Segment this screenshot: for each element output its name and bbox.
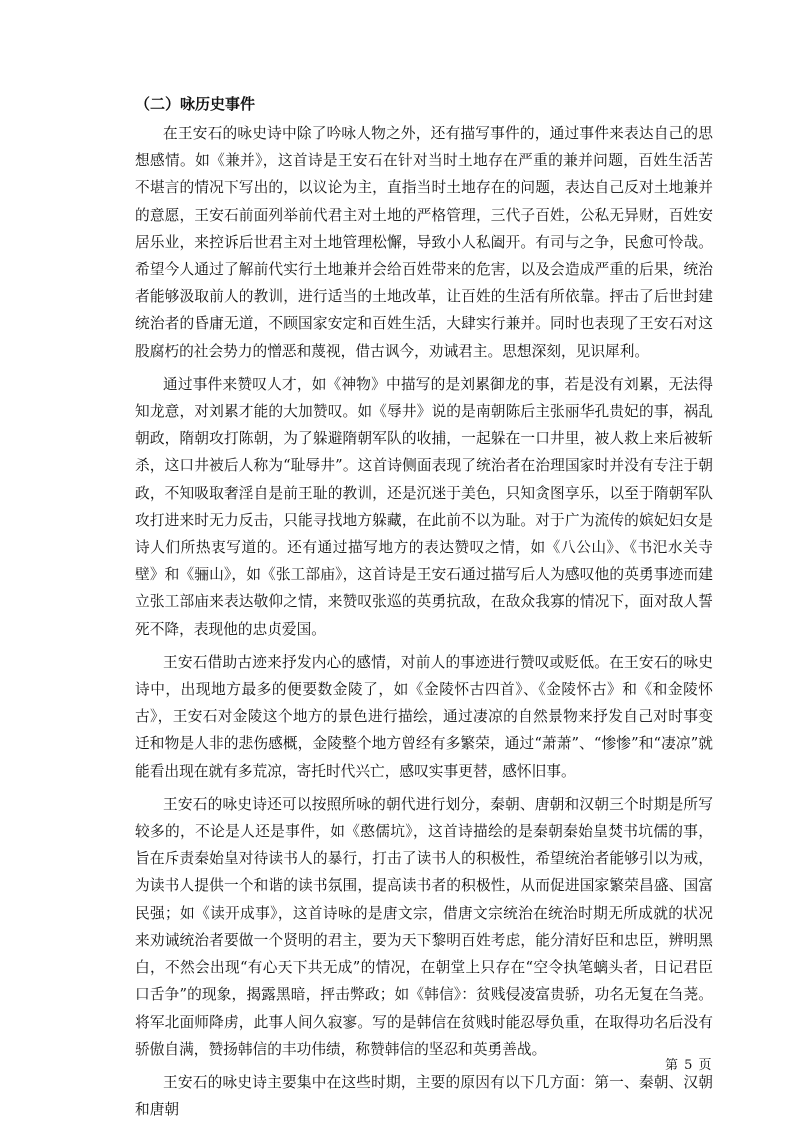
paragraph: 通过事件来赞叹人才，如《神物》中描写的是刘累御龙的事，若是没有刘累，无法得知龙意，对刘累才能的大加赞叹。如《辱井》说的是南朝陈后主张丽华孔贵妃的事，祸乱朝政，隋朝攻打陈朝，为了躲避隋朝军队的收捕，一起躲在一口井里，被人救上来后被斩杀，这口井被后人称为“耻辱井”。这首诗侧面表现了统治者在治理国家时并没有专注于朝政，不知吸取奢淫自是前王耻的教训，还是沉迷于美色，只知贪图享乐，以至于隋朝军队攻打进来时无力反击，只能寻找地方躲藏，在此前不以为耻。对于广为流传的嫔妃妇女是诗人们所热衷写道的。还有通过描写地方的表达赞叹之情，如《八公山》、《书汜水关寺壁》和《骊山》，如《张工部庙》，这首诗是王安石通过描写后人为感叹他的英勇事迹而建立张工部庙来表达敬仰之情，来赞叹张巡的英勇抗敌，在敌众我寡的情况下，面对敌人誓死不降，表现他的忠贞爱国。 (135, 375, 713, 638)
page-number: 第 5 页 (665, 1058, 713, 1073)
paragraph: 王安石借助古迹来抒发内心的感情，对前人的事迹进行赞叹或贬低。在王安石的咏史诗中，出现地方最多的便要数金陵了，如《金陵怀古四首》、《金陵怀古》和《和金陵怀古》，王安石对金陵这个地方的景色进行描绘，通过凄凉的自然景物来抒发自己对时事变迁和物是人非的悲伤感概，金陵整个地方曾经有多繁荣，通过“萧萧”、“惨惨”和“凄凉”就能看出现在就有多荒凉，寄托时代兴亡，感叹实事更替，感怀旧事。 (135, 653, 713, 780)
section-heading: （二）咏历史事件 (135, 95, 256, 113)
body-text (135, 120, 713, 1123)
paragraph: 在王安石的咏史诗中除了吟咏人物之外，还有描写事件的，通过事件来表达自己的思想感情。如《兼并》，这首诗是王安石在针对当时土地存在严重的兼并问题，百姓生活苦不堪言的情况下写出的，以议论为主，直指当时土地存在的问题，表达自己反对土地兼并的意愿，王安石前面列举前代君主对土地的严格管理，三代子百姓，公私无异财，百姓安居乐业，来控诉后世君主对土地管理松懈，导致小人私阖开。有司与之争，民愈可怜哉。希望今人通过了解前代实行土地兼并会给百姓带来的危害，以及会造成严重的后果，统治者能够汲取前人的教训，进行适当的土地改革，让百姓的生活有所依靠。抨击了后世封建统治者的昏庸无道，不顾国家安定和百姓生活，大肆实行兼并。同时也表现了王安石对这股腐朽的社会势力的憎恶和蔑视，借古讽今，劝诫君主。思想深刻，见识犀利。 (135, 125, 713, 360)
paragraph: 王安石的咏史诗还可以按照所咏的朝代进行划分，秦朝、唐朝和汉朝三个时期是所写较多的，不论是人还是事件，如《憨儒坑》，这首诗描绘的是秦朝秦始皇焚书坑儒的事，旨在斥责秦始皇对待读书人的暴行，打击了读书人的积极性，希望统治者能够引以为戒，为读书人提供一个和谐的读书氛围，提高读书者的积极性，从而促进国家繁荣昌盛、国富民强；如《读开成事》，这首诗咏的是唐文宗，借唐文宗统治在统治时期无所成就的状况来劝诫统治者要做一个贤明的君主，要为天下黎明百姓考虑，能分清好臣和忠臣，辨明黑白，不然会出现“有心天下共无成”的情况，在朝堂上只存在“空令执笔螭头者，日记君臣口舌争”的现象，揭露黑暗，抨击弊政；如《韩信》：贫贱侵凌富贵骄，功名无复在刍荛。将军北面师降虏，此事人间久寂寥。写的是韩信在贫贱时能忍辱负重，在取得功名后没有骄傲自满，赞扬韩信的丰功伟绩，称赞韩信的坚忍和英勇善战。 (135, 795, 713, 1058)
paragraph: 王安石的咏史诗主要集中在这些时期，主要的原因有以下几方面：第一、秦朝、汉朝和唐朝 (135, 1073, 713, 1119)
